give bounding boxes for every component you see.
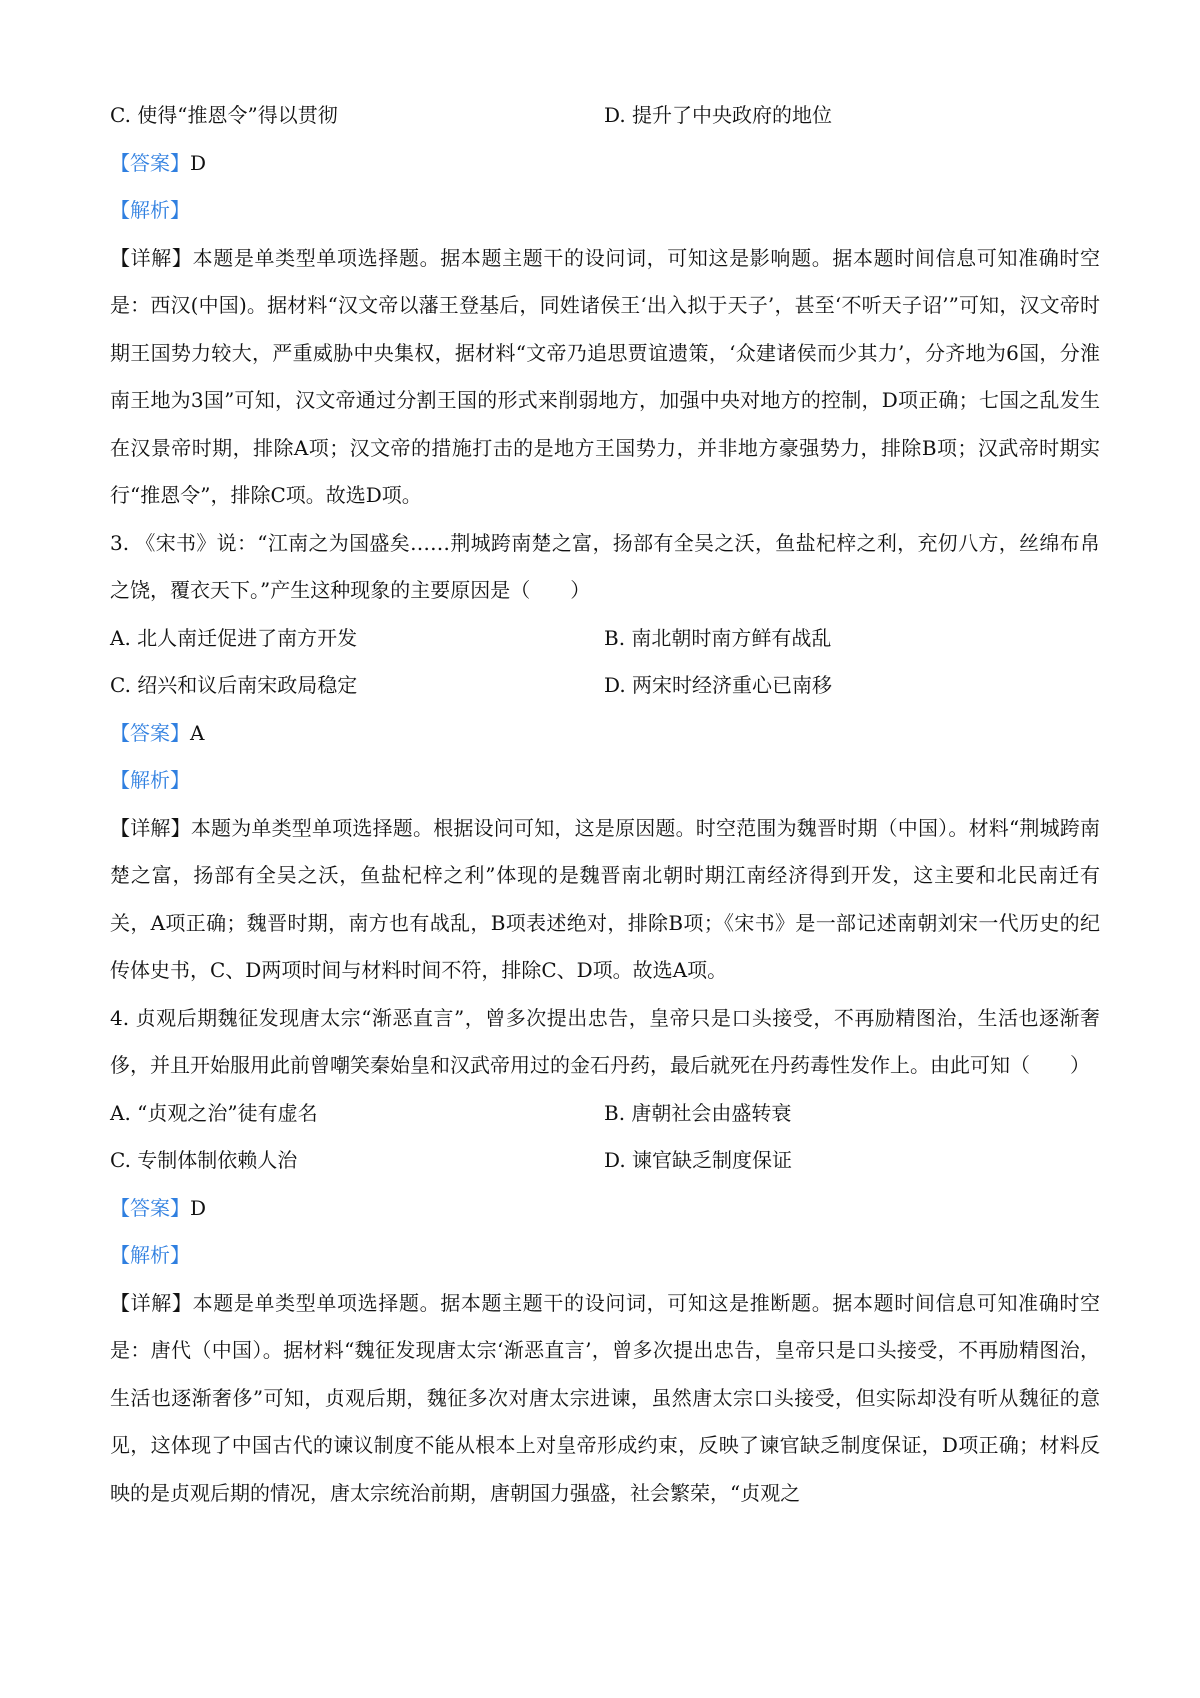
q2-options-row-cd bbox=[110, 92, 1100, 140]
q3-option-a: A. 北人南迁促进了南方开发 bbox=[110, 625, 358, 650]
q4-detail bbox=[110, 1280, 1100, 1518]
q3-options-row-cd bbox=[110, 662, 1100, 710]
detail-label: 【详解】 bbox=[110, 815, 191, 840]
question-number: 3. bbox=[110, 530, 130, 555]
detail-text: 本题为单类型单项选择题。根据设问可知，这是原因题。时空范围为魏晋时期（中国）。材料“荆城跨南楚之富，扬部有全吴之沃，鱼盐杞梓之利”体现的是魏晋南北朝时期江南经济得到开发，这主要和北民南迁有关，A项正确；魏晋时期，南方也有战乱，B项表述绝对，排除B项；《宋书》是一部记述南朝刘宋一代历史的纪传体史书，C、D两项时间与材料时间不符，排除C、D项。故选A项。 bbox=[110, 815, 1101, 982]
answer-label: 【答案】 bbox=[110, 720, 190, 745]
answer-value: D bbox=[190, 1195, 207, 1220]
document-content bbox=[110, 92, 1100, 1517]
q4-options-row-ab bbox=[110, 1090, 1100, 1138]
question-number: 4. bbox=[110, 1005, 130, 1030]
analysis-label: 【解析】 bbox=[110, 768, 190, 792]
q4-analysis-heading bbox=[110, 1232, 1100, 1280]
analysis-label: 【解析】 bbox=[110, 1243, 190, 1267]
answer-label: 【答案】 bbox=[110, 150, 190, 175]
answer-value: D bbox=[190, 150, 207, 175]
q3-option-c: C. 绍兴和议后南宋政局稳定 bbox=[110, 673, 358, 697]
answer-label: 【答案】 bbox=[110, 1195, 190, 1220]
q3-option-d: D. 两宋时经济重心已南移 bbox=[604, 673, 833, 697]
question-stem-text: 《宋书》说：“江南之为国盛矣……荆城跨南楚之富，扬部有全吴之沃，鱼盐杞梓之利，充仞八方，丝绵布帛之饶，覆衣天下。”产生这种现象的主要原因是（ ） bbox=[110, 530, 1100, 602]
q4-option-c: C. 专制体制依赖人治 bbox=[110, 1148, 298, 1172]
question-stem-text: 贞观后期魏征发现唐太宗“渐恶直言”，曾多次提出忠告，皇帝只是口头接受，不再励精图治，生活也逐渐奢侈，并且开始服用此前曾嘲笑秦始皇和汉武帝用过的金石丹药，最后就死在丹药毒性发作上。由此可知（ ） bbox=[110, 1005, 1100, 1077]
q3-analysis-heading bbox=[110, 757, 1100, 805]
analysis-label: 【解析】 bbox=[110, 198, 190, 222]
detail-text: 本题是单类型单项选择题。据本题主题干的设问词，可知这是影响题。据本题时间信息可知准确时空是：西汉(中国)。据材料“汉文帝以藩王登基后，同姓诸侯王‘出入拟于天子’，甚至‘不听天子诏’”可知，汉文帝时期王国势力较大，严重威胁中央集权，据材料“文帝乃追思贾谊遗策，‘众建诸侯而少其力’，分齐地为6国，分淮南王地为3国”可知，汉文帝通过分割王国的形式来削弱地方，加强中央对地方的控制，D项正确；七国之乱发生在汉景帝时期，排除A项；汉文帝的措施打击的是地方王国势力，并非地方豪强势力，排除B项；汉武帝时期实行“推恩令”，排除C项。故选D项。 bbox=[110, 245, 1101, 507]
q3-options-row-ab bbox=[110, 615, 1100, 663]
q4-option-a: A. “贞观之治”徒有虚名 bbox=[110, 1100, 318, 1125]
q3-detail bbox=[110, 805, 1100, 995]
q4-options-row-cd bbox=[110, 1137, 1100, 1185]
q4-option-b: B. 唐朝社会由盛转衰 bbox=[604, 1100, 792, 1125]
q3-stem bbox=[110, 520, 1100, 615]
q2-option-d: D. 提升了中央政府的地位 bbox=[604, 103, 833, 127]
q3-option-b: B. 南北朝时南方鲜有战乱 bbox=[604, 625, 832, 650]
q3-answer bbox=[110, 710, 1100, 758]
detail-label: 【详解】 bbox=[110, 245, 193, 270]
detail-text: 本题是单类型单项选择题。据本题主题干的设问词，可知这是推断题。据本题时间信息可知准确时空是：唐代（中国）。据材料“魏征发现唐太宗‘渐恶直言’，曾多次提出忠告，皇帝只是口头接受，不再励精图治，生活也逐渐奢侈”可知，贞观后期，魏征多次对唐太宗进谏，虽然唐太宗口头接受，但实际却没有听从魏征的意见，这体现了中国古代的谏议制度不能从根本上对皇帝形成约束，反映了谏官缺乏制度保证，D项正确；材料反映的是贞观后期的情况，唐太宗统治前期，唐朝国力强盛，社会繁荣，“贞观之 bbox=[110, 1290, 1101, 1505]
q4-option-d: D. 谏官缺乏制度保证 bbox=[604, 1148, 793, 1172]
answer-value: A bbox=[190, 720, 205, 745]
q2-answer bbox=[110, 140, 1100, 188]
q2-detail bbox=[110, 235, 1100, 520]
q2-analysis-heading bbox=[110, 187, 1100, 235]
q4-answer bbox=[110, 1185, 1100, 1233]
q2-option-c: C. 使得“推恩令”得以贯彻 bbox=[110, 103, 338, 127]
detail-label: 【详解】 bbox=[110, 1290, 193, 1315]
q4-stem bbox=[110, 995, 1100, 1090]
